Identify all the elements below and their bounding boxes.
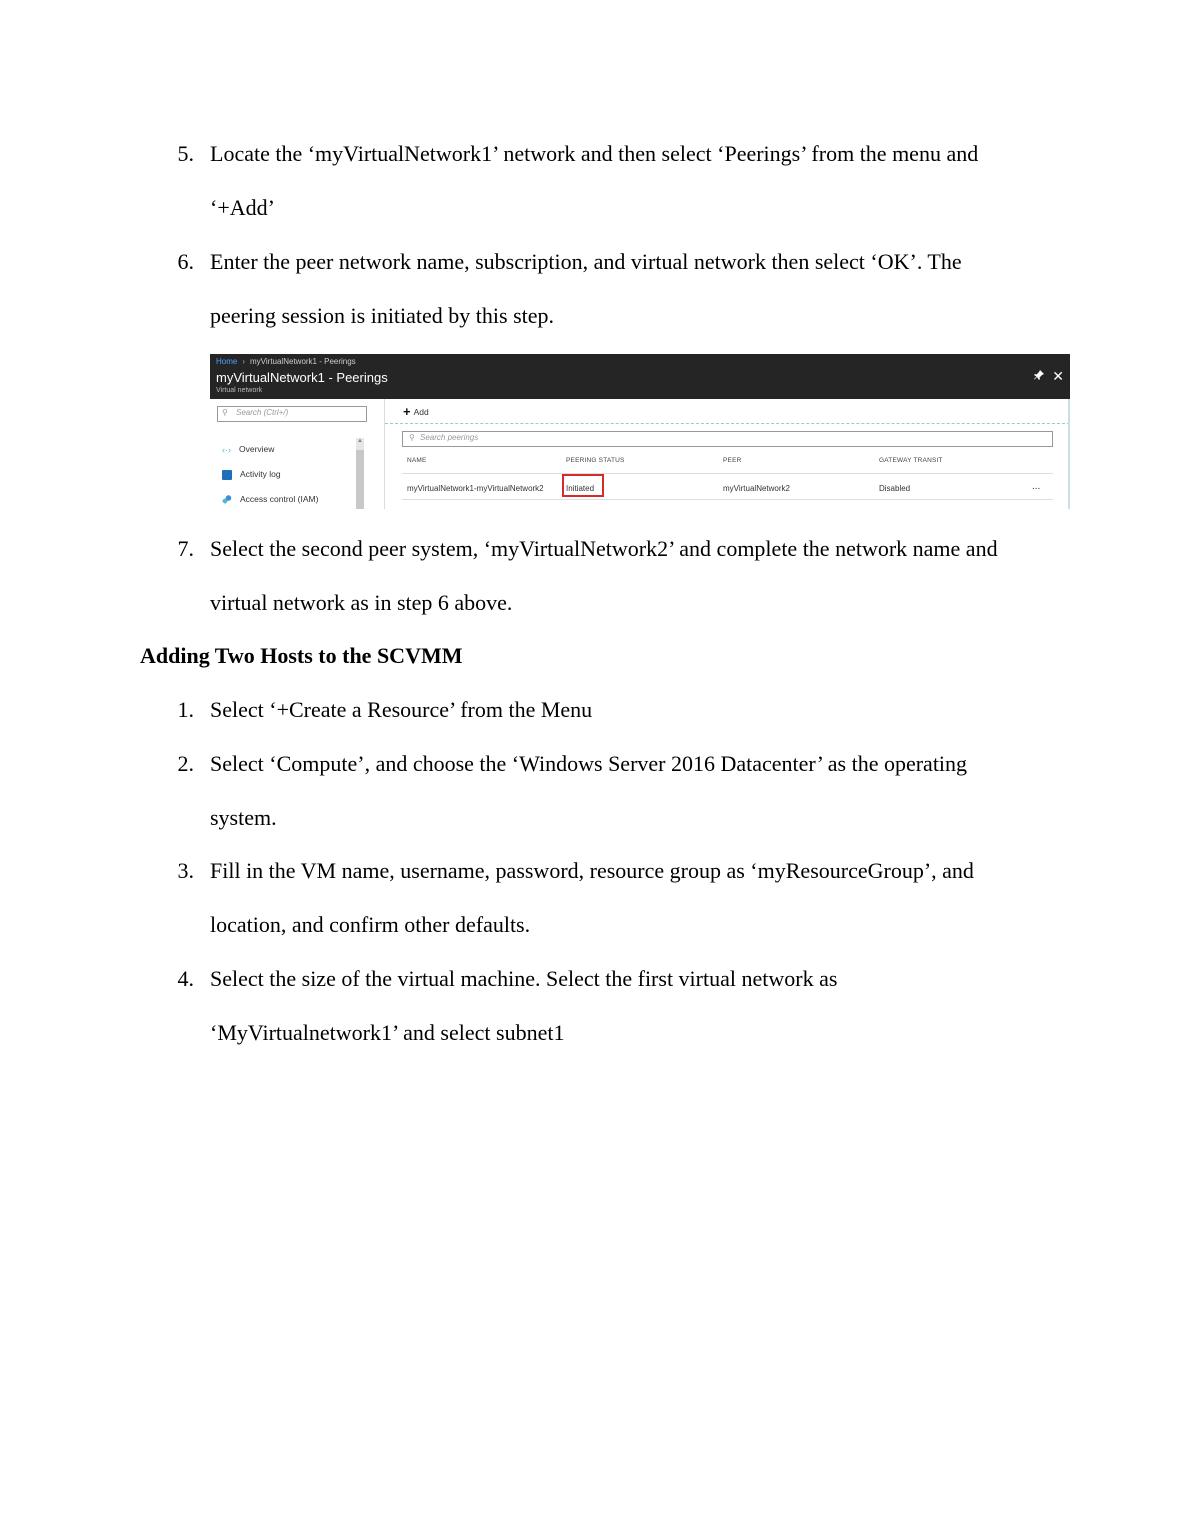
- column-header-peering-status[interactable]: PEERING STATUS: [566, 457, 625, 464]
- add-button[interactable]: [403, 404, 429, 419]
- close-icon[interactable]: ✕: [1052, 368, 1064, 384]
- blade-title: myVirtualNetwork1 - Peerings: [216, 370, 388, 385]
- pane-edge: [1068, 399, 1070, 509]
- overview-icon: ‹·›: [222, 444, 231, 455]
- step-text-line: Select the size of the virtual machine. Select the first virtual network as: [210, 966, 838, 991]
- cell-peer: myVirtualNetwork2: [723, 484, 790, 493]
- peerings-pane: [385, 399, 1070, 509]
- menu-search-placeholder: Search (Ctrl+/): [236, 408, 289, 417]
- menu-item-access-control[interactable]: [222, 494, 318, 505]
- step-text-line: ‘+Add’: [210, 194, 275, 220]
- menu-item-label: Overview: [239, 444, 275, 454]
- step-text-line: ‘MyVirtualnetwork1’ and select subnet1: [210, 1019, 565, 1045]
- breadcrumb-current: myVirtualNetwork1 - Peerings: [250, 357, 356, 366]
- list-number: 3.: [177, 858, 194, 883]
- table-row-divider: [402, 499, 1053, 500]
- column-header-name[interactable]: NAME: [407, 457, 427, 464]
- menu-item-label: Access control (IAM): [240, 494, 319, 504]
- chevron-right-icon: ›: [242, 357, 246, 366]
- list-number: 6.: [177, 249, 194, 274]
- menu-item-activity-log[interactable]: [222, 469, 281, 480]
- plus-icon: +: [403, 404, 411, 419]
- menu-scrollbar[interactable]: [356, 438, 364, 509]
- menu-item-label: Activity log: [240, 469, 281, 479]
- more-options-icon[interactable]: ...: [1032, 481, 1041, 492]
- cell-gateway-transit: Disabled: [879, 484, 911, 493]
- search-icon: ⚲: [409, 433, 415, 442]
- peerings-search-placeholder: Search peerings: [420, 433, 479, 442]
- blade-menu: [210, 399, 380, 509]
- list-number: 4.: [177, 966, 194, 991]
- column-header-peer[interactable]: PEER: [723, 457, 742, 464]
- list-number: 2.: [177, 751, 194, 776]
- add-button-label: Add: [413, 407, 429, 417]
- search-icon: ⚲: [222, 408, 228, 417]
- menu-search-input[interactable]: [217, 406, 367, 422]
- cell-peering-status: Initiated: [566, 484, 595, 493]
- activity-log-icon: [222, 470, 232, 480]
- blade-header: [210, 354, 1070, 399]
- step-text-line: virtual network as in step 6 above.: [210, 589, 513, 615]
- access-control-icon: [222, 495, 232, 505]
- scroll-up-icon[interactable]: ▲: [357, 438, 363, 444]
- list-number: 1.: [177, 697, 194, 722]
- step-text-line: peering session is initiated by this step.: [210, 302, 555, 328]
- step-text-line: location, and confirm other defaults.: [210, 911, 531, 937]
- step-text-line: Select ‘+Create a Resource’ from the Menu: [210, 697, 593, 722]
- list-number: 5.: [177, 141, 194, 166]
- command-bar: [385, 399, 1070, 424]
- step-text-line: system.: [210, 804, 277, 830]
- step-text-line: Select ‘Compute’, and choose the ‘Windows Server 2016 Datacenter’ as the operating: [210, 751, 968, 776]
- table-header-divider: [402, 473, 1053, 474]
- section-heading: Adding Two Hosts to the SCVMM: [140, 643, 463, 668]
- breadcrumb: [216, 357, 356, 366]
- step-text-line: Select the second peer system, ‘myVirtualNetwork2’ and complete the network name and: [210, 536, 998, 561]
- step-text-line: Fill in the VM name, username, password, resource group as ‘myResourceGroup’, and: [210, 858, 974, 883]
- peerings-search-input[interactable]: [402, 431, 1053, 447]
- step-text-line: Locate the ‘myVirtualNetwork1’ network and then select ‘Peerings’ from the menu and: [210, 141, 979, 166]
- azure-peerings-screenshot: [210, 354, 1070, 509]
- column-header-gateway-transit[interactable]: GATEWAY TRANSIT: [879, 457, 943, 464]
- breadcrumb-home-link[interactable]: Home: [216, 357, 238, 366]
- blade-subtitle: Virtual network: [216, 387, 263, 394]
- step-text-line: Enter the peer network name, subscription, and virtual network then select ‘OK’. The: [210, 249, 962, 274]
- cell-name: myVirtualNetwork1-myVirtualNetwork2: [407, 484, 544, 493]
- pin-icon[interactable]: [1034, 370, 1044, 383]
- menu-item-overview[interactable]: [222, 444, 274, 455]
- list-number: 7.: [177, 536, 194, 561]
- scrollbar-thumb[interactable]: [356, 450, 364, 509]
